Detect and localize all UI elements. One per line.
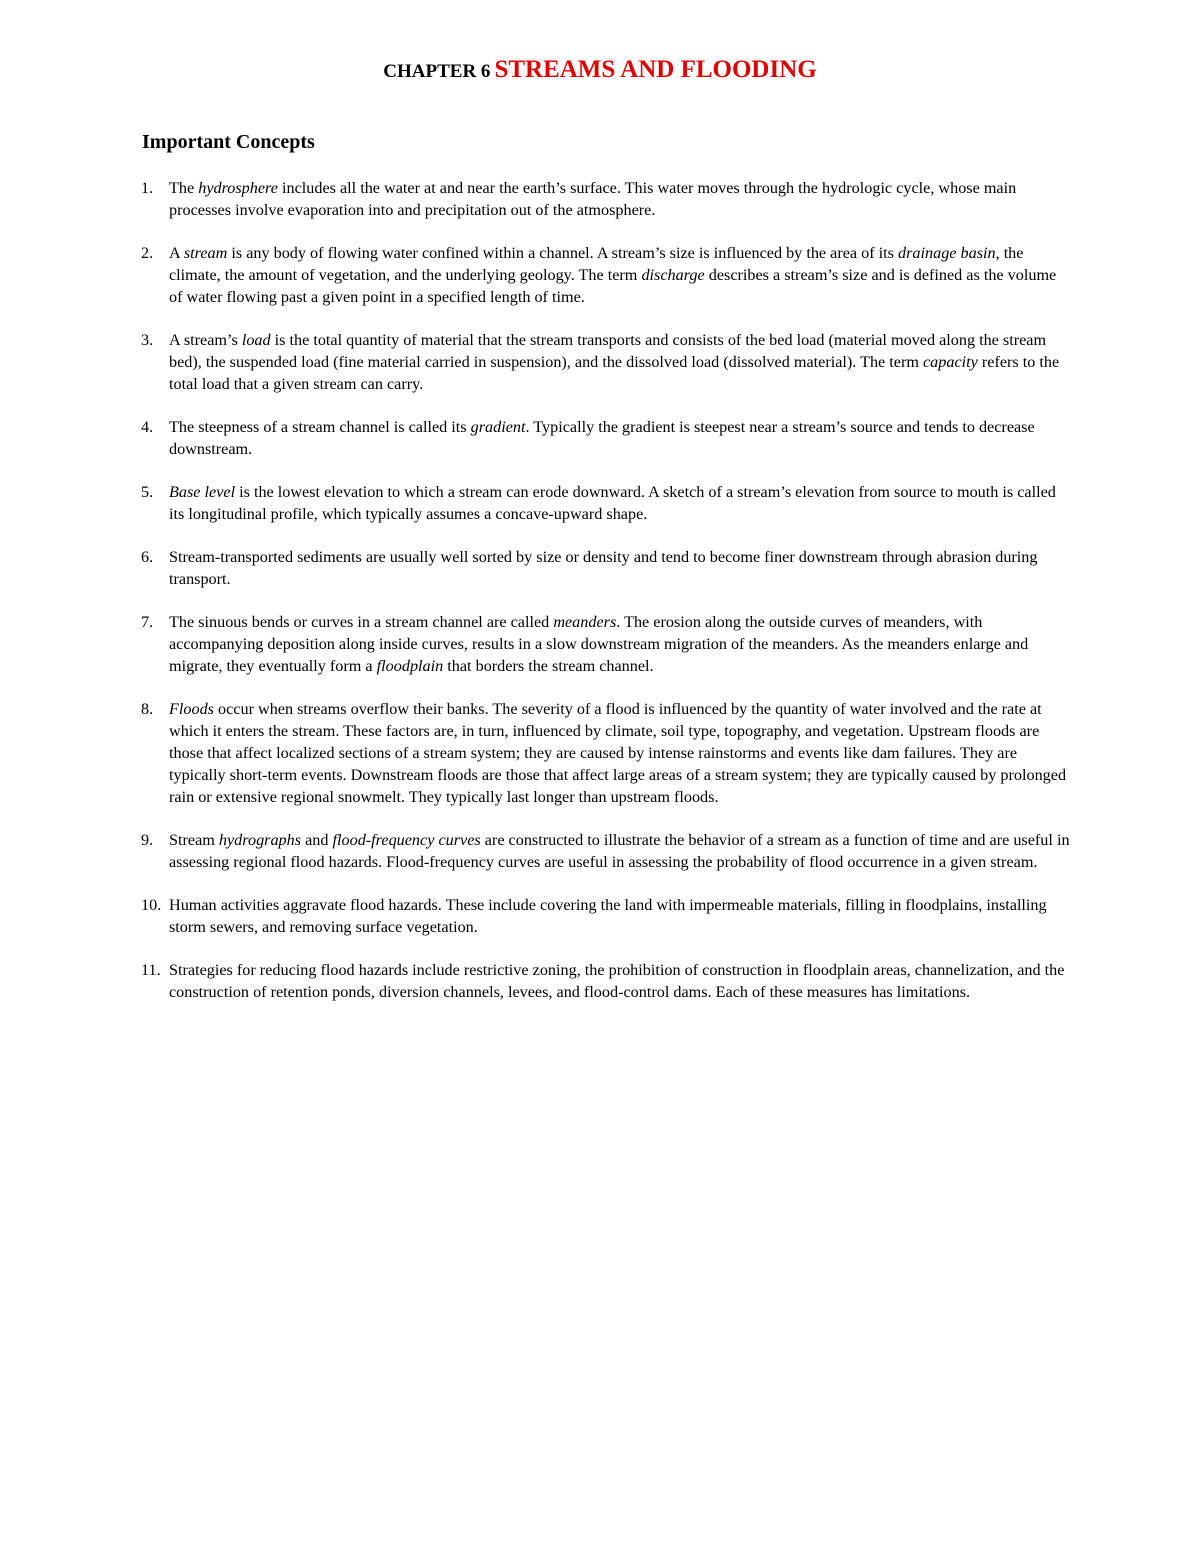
key-term: floodplain — [376, 657, 444, 675]
chapter-title — [0, 56, 1200, 84]
key-term: hydrographs — [218, 831, 302, 849]
text-run: is the total quantity of material that the stream transports and consists of the bed load (material moved along the stream bed), the suspended load (fine material carried in suspension), and the dissolved load (dissolved material). The term — [169, 331, 1047, 371]
list-item-text — [169, 831, 1070, 871]
text-run: Human activities aggravate flood hazards. These include covering the land with impermeable materials, filling in floodplains, installing storm sewers, and removing surface vegetation. — [169, 896, 1047, 936]
list-item-number: 5. — [141, 483, 154, 501]
text-run: is any body of flowing water confined within a channel. A stream’s size is influenced by the area of its — [227, 244, 899, 262]
text-run: , the climate, the amount of vegetation, and the underlying geology. The term — [169, 244, 1024, 284]
list-item-number: 7. — [141, 613, 154, 631]
list-item-number: 2. — [141, 244, 154, 262]
key-term: Base level — [169, 483, 236, 501]
list-item — [141, 611, 1071, 677]
list-item-text — [169, 483, 1056, 523]
list-item-text — [169, 961, 1064, 1001]
list-item — [141, 177, 1071, 221]
key-term: drainage basin — [898, 244, 996, 262]
list-item-number: 9. — [141, 831, 154, 849]
list-item-number: 10. — [141, 896, 162, 914]
list-item — [141, 546, 1071, 590]
text-run: The — [169, 179, 199, 197]
text-run: A — [169, 244, 184, 262]
text-run: . Typically the gradient is steepest near a stream’s source and tends to decrease downstream. — [169, 418, 1035, 458]
text-run: describes a stream’s size and is defined as the volume of water flowing past a given point in a specified length of time. — [169, 266, 1057, 306]
text-run: are constructed to illustrate the behavior of a stream as a function of time and are useful in assessing regional flood hazards. Flood-frequency curves are useful in assessing the probability of flood occurrence in a given stream. — [169, 831, 1070, 871]
text-run: Stream-transported sediments are usually well sorted by size or density and tend to become finer downstream through abrasion during transport. — [169, 548, 1038, 588]
text-run: Strategies for reducing flood hazards include restrictive zoning, the prohibition of construction in floodplain areas, channelization, and the construction of retention ponds, diversion channels, levees, and flood-control dams. Each of these measures has limitations. — [169, 961, 1065, 1001]
text-run: includes all the water at and near the earth’s surface. This water moves through the hydrologic cycle, whose main processes involve evaporation into and precipitation out of the atmosphere. — [169, 179, 1017, 219]
list-item-number: 1. — [141, 179, 154, 197]
key-term: stream — [183, 244, 228, 262]
key-term: flood-frequency curves — [332, 831, 481, 849]
list-item — [141, 894, 1071, 938]
text-run: and — [301, 831, 333, 849]
list-item-number: 6. — [141, 548, 154, 566]
list-item-number: 4. — [141, 418, 154, 436]
key-term: meanders — [553, 613, 617, 631]
list-item-text — [169, 418, 1035, 458]
list-item-text — [169, 179, 1016, 219]
text-run: that borders the stream channel. — [443, 657, 654, 675]
list-item-text — [169, 700, 1066, 806]
list-item-number: 8. — [141, 700, 154, 718]
concept-list — [141, 177, 1071, 1024]
text-run: is the lowest elevation to which a stream can erode downward. A sketch of a stream’s elevation from source to mouth is called its longitudinal profile, which typically assumes a concave-upward shape. — [169, 483, 1056, 523]
text-run: . The erosion along the outside curves of meanders, with accompanying deposition along inside curves, results in a slow downstream migration of the meanders. As the meanders enlarge and migrate, they eventually form a — [169, 613, 1029, 675]
text-run: refers to the total load that a given stream can carry. — [169, 353, 1060, 393]
list-item — [141, 829, 1071, 873]
text-run: Stream — [169, 831, 219, 849]
text-run: The sinuous bends or curves in a stream channel are called — [169, 613, 554, 631]
list-item — [141, 242, 1071, 308]
text-run: The steepness of a stream channel is called its — [169, 418, 471, 436]
list-item — [141, 698, 1071, 808]
list-item-text — [169, 331, 1059, 393]
list-item — [141, 959, 1071, 1003]
key-term: gradient — [470, 418, 526, 436]
key-term: capacity — [923, 353, 978, 371]
key-term: hydrosphere — [198, 179, 278, 197]
key-term: load — [241, 331, 271, 349]
text-run: occur when streams overflow their banks. The severity of a flood is influenced by the quantity of water involved and the rate at which it enters the stream. These factors are, in turn, influenced by climate, soil type, topography, and vegetation. Upstream floods are those that affect localized sections of a stream system; they are caused by intense rainstorms and events like dam failures. They are typically short-term events. Downstream floods are those that affect large areas of a stream system; they are typically caused by prolonged rain or extensive regional snowmelt. They typically last longer than upstream floods. — [169, 700, 1067, 806]
text-run: A stream’s — [169, 331, 242, 349]
list-item — [141, 481, 1071, 525]
chapter-prefix: CHAPTER 6 — [383, 61, 491, 82]
chapter-name: STREAMS AND FLOODING — [494, 56, 817, 83]
key-term: Floods — [169, 700, 214, 718]
list-item — [141, 416, 1071, 460]
list-item-number: 11. — [141, 961, 161, 979]
list-item-text — [169, 244, 1056, 306]
list-item-text — [169, 896, 1047, 936]
list-item — [141, 329, 1071, 395]
list-item-number: 3. — [141, 331, 154, 349]
section-heading: Important Concepts — [142, 131, 315, 153]
list-item-text — [169, 548, 1038, 588]
key-term: discharge — [641, 266, 705, 284]
list-item-text — [169, 613, 1028, 675]
